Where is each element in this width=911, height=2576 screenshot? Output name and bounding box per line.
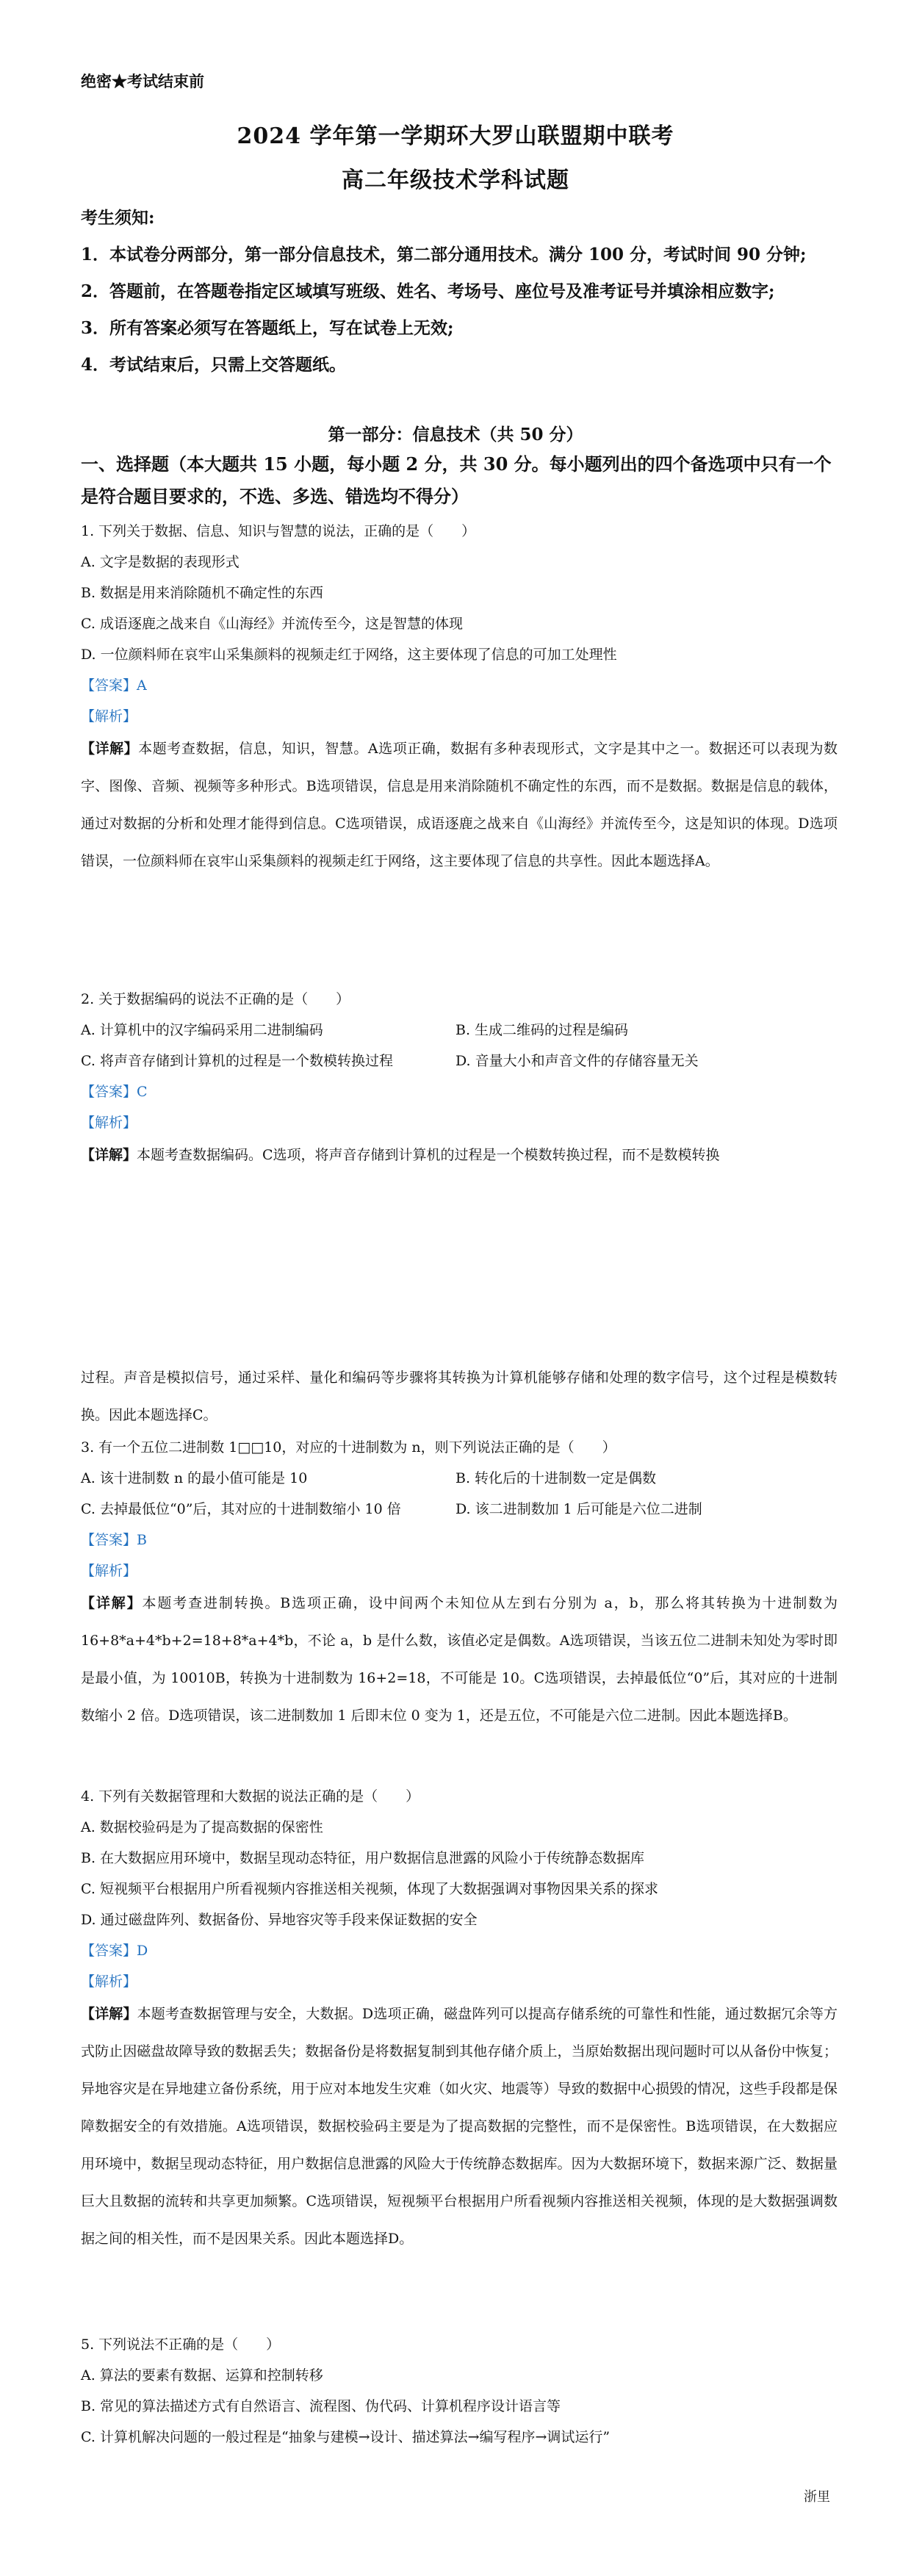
question-stem: 5. 下列说法不正确的是（ ） (81, 2336, 281, 2353)
exam-subtitle: 高二年级技术学科试题 (342, 168, 569, 193)
analysis-label: 【解析】 (81, 1115, 137, 1131)
section1-title: 一、选择题（本大题共 15 小题，每小题 2 分，共 30 分。每小题列出的四个备选项中只有一个是符合题目要求的，不选、多选、错选均不得分） (81, 453, 832, 507)
answer-line (81, 1529, 838, 1551)
detail-text: 本题考查数据管理与安全，大数据。D选项正确，磁盘阵列可以提高存储系统的可靠性和性能，通过数据冗余等方式防止因磁盘故障导致的数据丢失；数据备份是将数据复制到其他存储介质上，当原始数据出现问题时可以从备份中恢复；异地容灾是在异地建立备份系统，用于应对本地发生灾难（如火灾、地震等）导致的数据中心损毁的情况，这些手段都是保障数据安全的有效措施。A选项错误，数据校验码主要是为了提高数据的完整性，而不是保密性。B选项错误，在大数据应用环境中，数据呈现动态特征，用户数据信息泄露的风险大于传统静态数据库。因为大数据环境下，数据来源广泛、数据量巨大且数据的流转和共享更加频繁。C选项错误，短视频平台根据用户所看视频内容推送相关视频，体现的是大数据强调数据之间的相关性，而不是因果关系。因此本题选择D。 (81, 2006, 838, 2247)
question-5 (81, 2334, 838, 2457)
option-d: D. 该二进制数加 1 后可能是六位二进制 (455, 1501, 702, 1517)
notice-item: 2．答题前，在答题卷指定区域填写班级、姓名、考场号、座位号及准考证号并填涂相应数字; (81, 281, 775, 301)
option-c: C. 计算机解决问题的一般过程是“抽象与建模→设计、描述算法→编写程序→调试运行” (81, 2429, 611, 2445)
option-c: C. 成语逐鹿之战来自《山海经》并流传至今，这是智慧的体现 (81, 616, 463, 632)
question-2 (81, 988, 838, 1174)
question-4 (81, 1785, 838, 2258)
question-stem: 2. 关于数据编码的说法不正确的是（ ） (81, 991, 350, 1007)
answer-line (81, 1940, 838, 1962)
option-row (81, 1050, 838, 1072)
option-a: A. 数据校验码是为了提高数据的保密性 (81, 1819, 323, 1835)
answer-line (81, 1081, 838, 1103)
answer-value: C (137, 1084, 148, 1100)
option-row (81, 1467, 838, 1489)
option-d: D. 通过磁盘阵列、数据备份、异地容灾等手段来保证数据的安全 (81, 1912, 478, 1928)
answer-value: B (137, 1532, 147, 1548)
option-a: A. 该十进制数 n 的最小值可能是 10 (81, 1470, 308, 1486)
analysis-label: 【解析】 (81, 1974, 137, 1990)
analysis-label: 【解析】 (81, 708, 137, 724)
answer-label: 【答案】 (81, 1084, 137, 1100)
option-a: A. 算法的要素有数据、运算和控制转移 (81, 2367, 323, 2383)
option-c: C. 短视频平台根据用户所看视频内容推送相关视频，体现了大数据强调对事物因果关系的探求 (81, 1881, 658, 1897)
watermark: 浙里 (804, 2489, 830, 2505)
detail-label: 【详解】 (81, 1147, 137, 1163)
option-c: C. 将声音存储到计算机的过程是一个数模转换过程 (81, 1053, 393, 1069)
detail-paragraph (81, 1137, 838, 1174)
notice-heading: 考生须知: (81, 208, 155, 228)
confidential-mark: 绝密★考试结束前 (81, 72, 204, 90)
detail-paragraph (81, 730, 838, 880)
detail-text: 本题考查进制转换。B选项正确，设中间两个未知位从左到右分别为 a，b，那么将其转换为十进制数为 16+8*a+4*b+2=18+8*a+4*b，不论 a，b 是什么数，该值必定是偶数。A选项错误，当该五位二进制未知处为零时即是最小值，为 10010B，转换为十进制数为 16+2=18，不可能是 10。C选项错误，去掉最低位“0”后，其对应的十进制数缩小 2 倍。D选项错误，该二进制数加 1 后即末位 0 变为 1，还是五位，不可能是六位二进制。因此本题选择B。 (81, 1595, 838, 1724)
answer-line (81, 674, 838, 697)
detail-paragraph (81, 1585, 838, 1735)
option-row (81, 1498, 838, 1520)
option-b: B. 数据是用来消除随机不确定性的东西 (81, 585, 324, 601)
detail-label: 【详解】 (81, 1595, 143, 1611)
answer-label: 【答案】 (81, 1532, 137, 1548)
detail-continuation: 过程。声音是模拟信号，通过采样、量化和编码等步骤将其转换为计算机能够存储和处理的数字信号，这个过程是模数转换。因此本题选择C。 (81, 1370, 838, 1423)
detail-text: 本题考查数据编码。C选项，将声音存储到计算机的过程是一个模数转换过程，而不是数模转换 (137, 1147, 720, 1163)
question-stem: 1. 下列关于数据、信息、知识与智慧的说法，正确的是（ ） (81, 523, 476, 539)
option-a: A. 文字是数据的表现形式 (81, 554, 240, 570)
option-b: B. 生成二维码的过程是编码 (455, 1022, 629, 1038)
question-1 (81, 520, 838, 880)
notice-block (81, 200, 838, 384)
detail-paragraph (81, 1996, 838, 2258)
exam-title: 2024 学年第一学期环大罗山联盟期中联考 (237, 123, 674, 149)
question-stem: 4. 下列有关数据管理和大数据的说法正确的是（ ） (81, 1788, 420, 1805)
notice-item: 1．本试卷分两部分，第一部分信息技术，第二部分通用技术。满分 100 分，考试时间 90 分钟; (81, 245, 807, 265)
detail-label: 【详解】 (81, 2006, 137, 2022)
notice-item: 4．考试结束后，只需上交答题纸。 (81, 355, 347, 375)
part1-title: 第一部分：信息技术（共 50 分） (328, 425, 583, 445)
option-a: A. 计算机中的汉字编码采用二进制编码 (81, 1022, 323, 1038)
question-3 (81, 1436, 838, 1735)
option-d: D. 一位颜料师在哀牢山采集颜料的视频走红于网络，这主要体现了信息的可加工处理性 (81, 647, 617, 663)
answer-label: 【答案】 (81, 1943, 137, 1959)
detail-text: 本题考查数据，信息，知识，智慧。A选项正确，数据有多种表现形式，文字是其中之一。数据还可以表现为数字、图像、音频、视频等多种形式。B选项错误，信息是用来消除随机不确定性的东西，而不是数据。数据是信息的载体，通过对数据的分析和处理才能得到信息。C选项错误，成语逐鹿之战来自《山海经》并流传至今，这是知识的体现。D选项错误，一位颜料师在哀牢山采集颜料的视频走红于网络，这主要体现了信息的共享性。因此本题选择A。 (81, 741, 838, 869)
answer-value: D (137, 1943, 148, 1959)
detail-label: 【详解】 (81, 741, 139, 757)
notice-item: 3．所有答案必须写在答题纸上，写在试卷上无效; (81, 318, 454, 338)
answer-value: A (137, 677, 147, 694)
analysis-label: 【解析】 (81, 1563, 137, 1579)
option-b: B. 在大数据应用环境中，数据呈现动态特征，用户数据信息泄露的风险小于传统静态数据库 (81, 1850, 645, 1866)
answer-label: 【答案】 (81, 677, 137, 694)
option-b: B. 常见的算法描述方式有自然语言、流程图、伪代码、计算机程序设计语言等 (81, 2398, 561, 2414)
option-c: C. 去掉最低位“0”后，其对应的十进制数缩小 10 倍 (81, 1501, 401, 1517)
option-row (81, 1019, 838, 1041)
question-stem: 3. 有一个五位二进制数 1□□10，对应的十进制数为 n，则下列说法正确的是（ ） (81, 1439, 616, 1456)
option-d: D. 音量大小和声音文件的存储容量无关 (455, 1053, 699, 1069)
option-b: B. 转化后的十进制数一定是偶数 (455, 1470, 657, 1486)
